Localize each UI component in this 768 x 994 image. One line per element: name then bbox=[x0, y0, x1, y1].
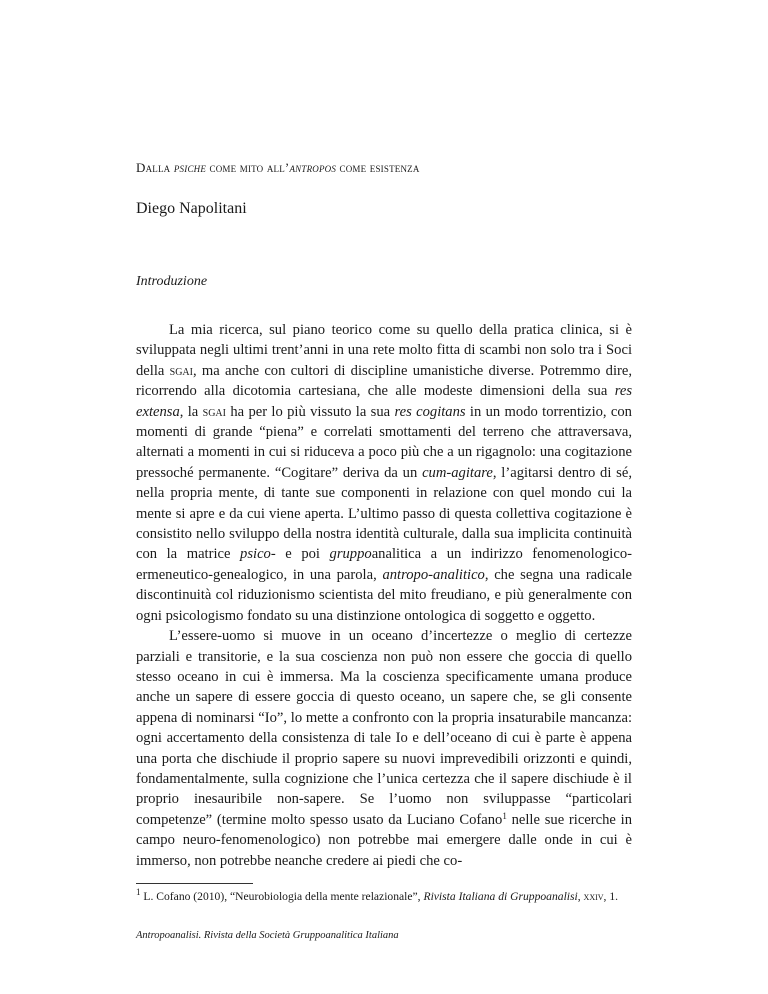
title-text: come mito all’ bbox=[206, 160, 290, 175]
text-run: La mia ricerca, sul piano teorico come su quello della pratica clinica, si è sviluppata negli ultimi trent’anni in una rete molto fitta di scambi non solo tra i Soci della bbox=[136, 322, 632, 379]
journal-name: Rivista Italiana di Gruppoanalisi bbox=[423, 890, 578, 903]
italic-term: antropo-analitico bbox=[382, 566, 485, 583]
footnote-divider bbox=[136, 883, 253, 884]
text-run: , ma anche con cultori di discipline umanistiche diverse. Potremmo dire, ricorrendo alla dicotomia cartesiana, che alle modeste dimensioni della sua bbox=[136, 362, 632, 400]
text-run: nelle sue ricerche in campo neuro-fenomenologico) non potrebbe mai emergere dalle onde in cui è immerso, non potrebbe neanche credere ai piedi che co- bbox=[136, 811, 632, 869]
text-run: , la bbox=[179, 403, 203, 420]
footnote bbox=[136, 889, 632, 904]
text-run: ha per lo più vissuto la sua bbox=[225, 403, 395, 420]
text-run: , l’agitarsi dentro di sé, nella propria mente, di tante sue componenti in relazione con quel mondo cui la mente si apre e da cui viene aperta. L’ultimo passo di questa collettiva cogitazione è consistito nello sviluppo della nostra identità culturale, dalla sua implicita continuità con la matrice bbox=[136, 464, 632, 563]
text-run: L. Cofano (2010), “Neurobiologia della mente relazionale”, bbox=[140, 890, 424, 903]
text-run: in un modo torrentizio, con momenti di grande “piena” e correlati smottamenti del terreno che attraversava, alternati a momenti in cui si riduceva a poco più che a un rigagnolo: una cogitazione pressoché permanente. “Cogitare” deriva da un bbox=[136, 403, 632, 481]
running-footer: Antropoanalisi. Rivista della Società Gruppoanalitica Italiana bbox=[136, 930, 399, 941]
text-run: L’essere-uomo si muove in un oceano d’incertezze o meglio di certezze parziali e transitorie, e la sua coscienza non può non essere che goccia di quello stesso oceano in cui è immersa. Ma la coscienza specificamente umana produce anche un sapere di essere goccia di questo oceano, un sapere che, se gli consente appena di nominarsi “Io”, lo mette a confronto con la propria insaturabile mancanza: ogni accertamento della consistenza di tale Io e dell’oceano di cui è parte è appena una porta che dischiude il proprio sapere su nuovi imprevedibili orizzonti e quindi, fondamentalmente, sulla cognizione che l’unica certezza che il sapere dischiude è il proprio inesauribile non-sapere. Se l’uomo non sviluppasse “particolari competenze” (termine molto spesso usato da Luciano Cofano bbox=[136, 628, 632, 828]
acronym: sgai bbox=[202, 403, 226, 420]
italic-term: res extensa bbox=[136, 383, 632, 420]
volume-number: xxiv bbox=[583, 890, 604, 903]
text-run: e poi bbox=[275, 546, 330, 563]
italic-term: res cogitans bbox=[394, 403, 466, 420]
text-run: analitica a un indirizzo fenomenologico-ermeneutico-genealogico, in una parola, bbox=[136, 546, 632, 583]
footnote-number: 1 bbox=[136, 887, 141, 897]
section-heading: Introduzione bbox=[136, 274, 208, 289]
author-name: Diego Napolitani bbox=[136, 200, 247, 217]
paragraph bbox=[136, 320, 632, 626]
text-run: , che segna una radicale discontinuità col riduzionismo scientista del mito freudiano, e più generalmente con ogni psicologismo fondato su una distinzione ontologica di soggetto e oggetto. bbox=[136, 566, 632, 624]
text-run: , bbox=[577, 890, 584, 903]
acronym: sgai bbox=[169, 362, 193, 379]
footnote-reference[interactable]: 1 bbox=[502, 810, 507, 821]
article-title bbox=[136, 160, 420, 176]
italic-term: gruppo bbox=[329, 546, 372, 563]
title-emphasis: psiche bbox=[173, 160, 207, 175]
text-run: , 1. bbox=[603, 890, 619, 903]
italic-term: cum-agitare bbox=[422, 464, 493, 481]
title-text: Dalla bbox=[136, 160, 174, 175]
body-text bbox=[136, 320, 632, 871]
paragraph bbox=[136, 626, 632, 871]
title-text: come esistenza bbox=[336, 160, 420, 175]
italic-term: psico- bbox=[240, 546, 276, 563]
title-emphasis: antropos bbox=[289, 160, 337, 175]
